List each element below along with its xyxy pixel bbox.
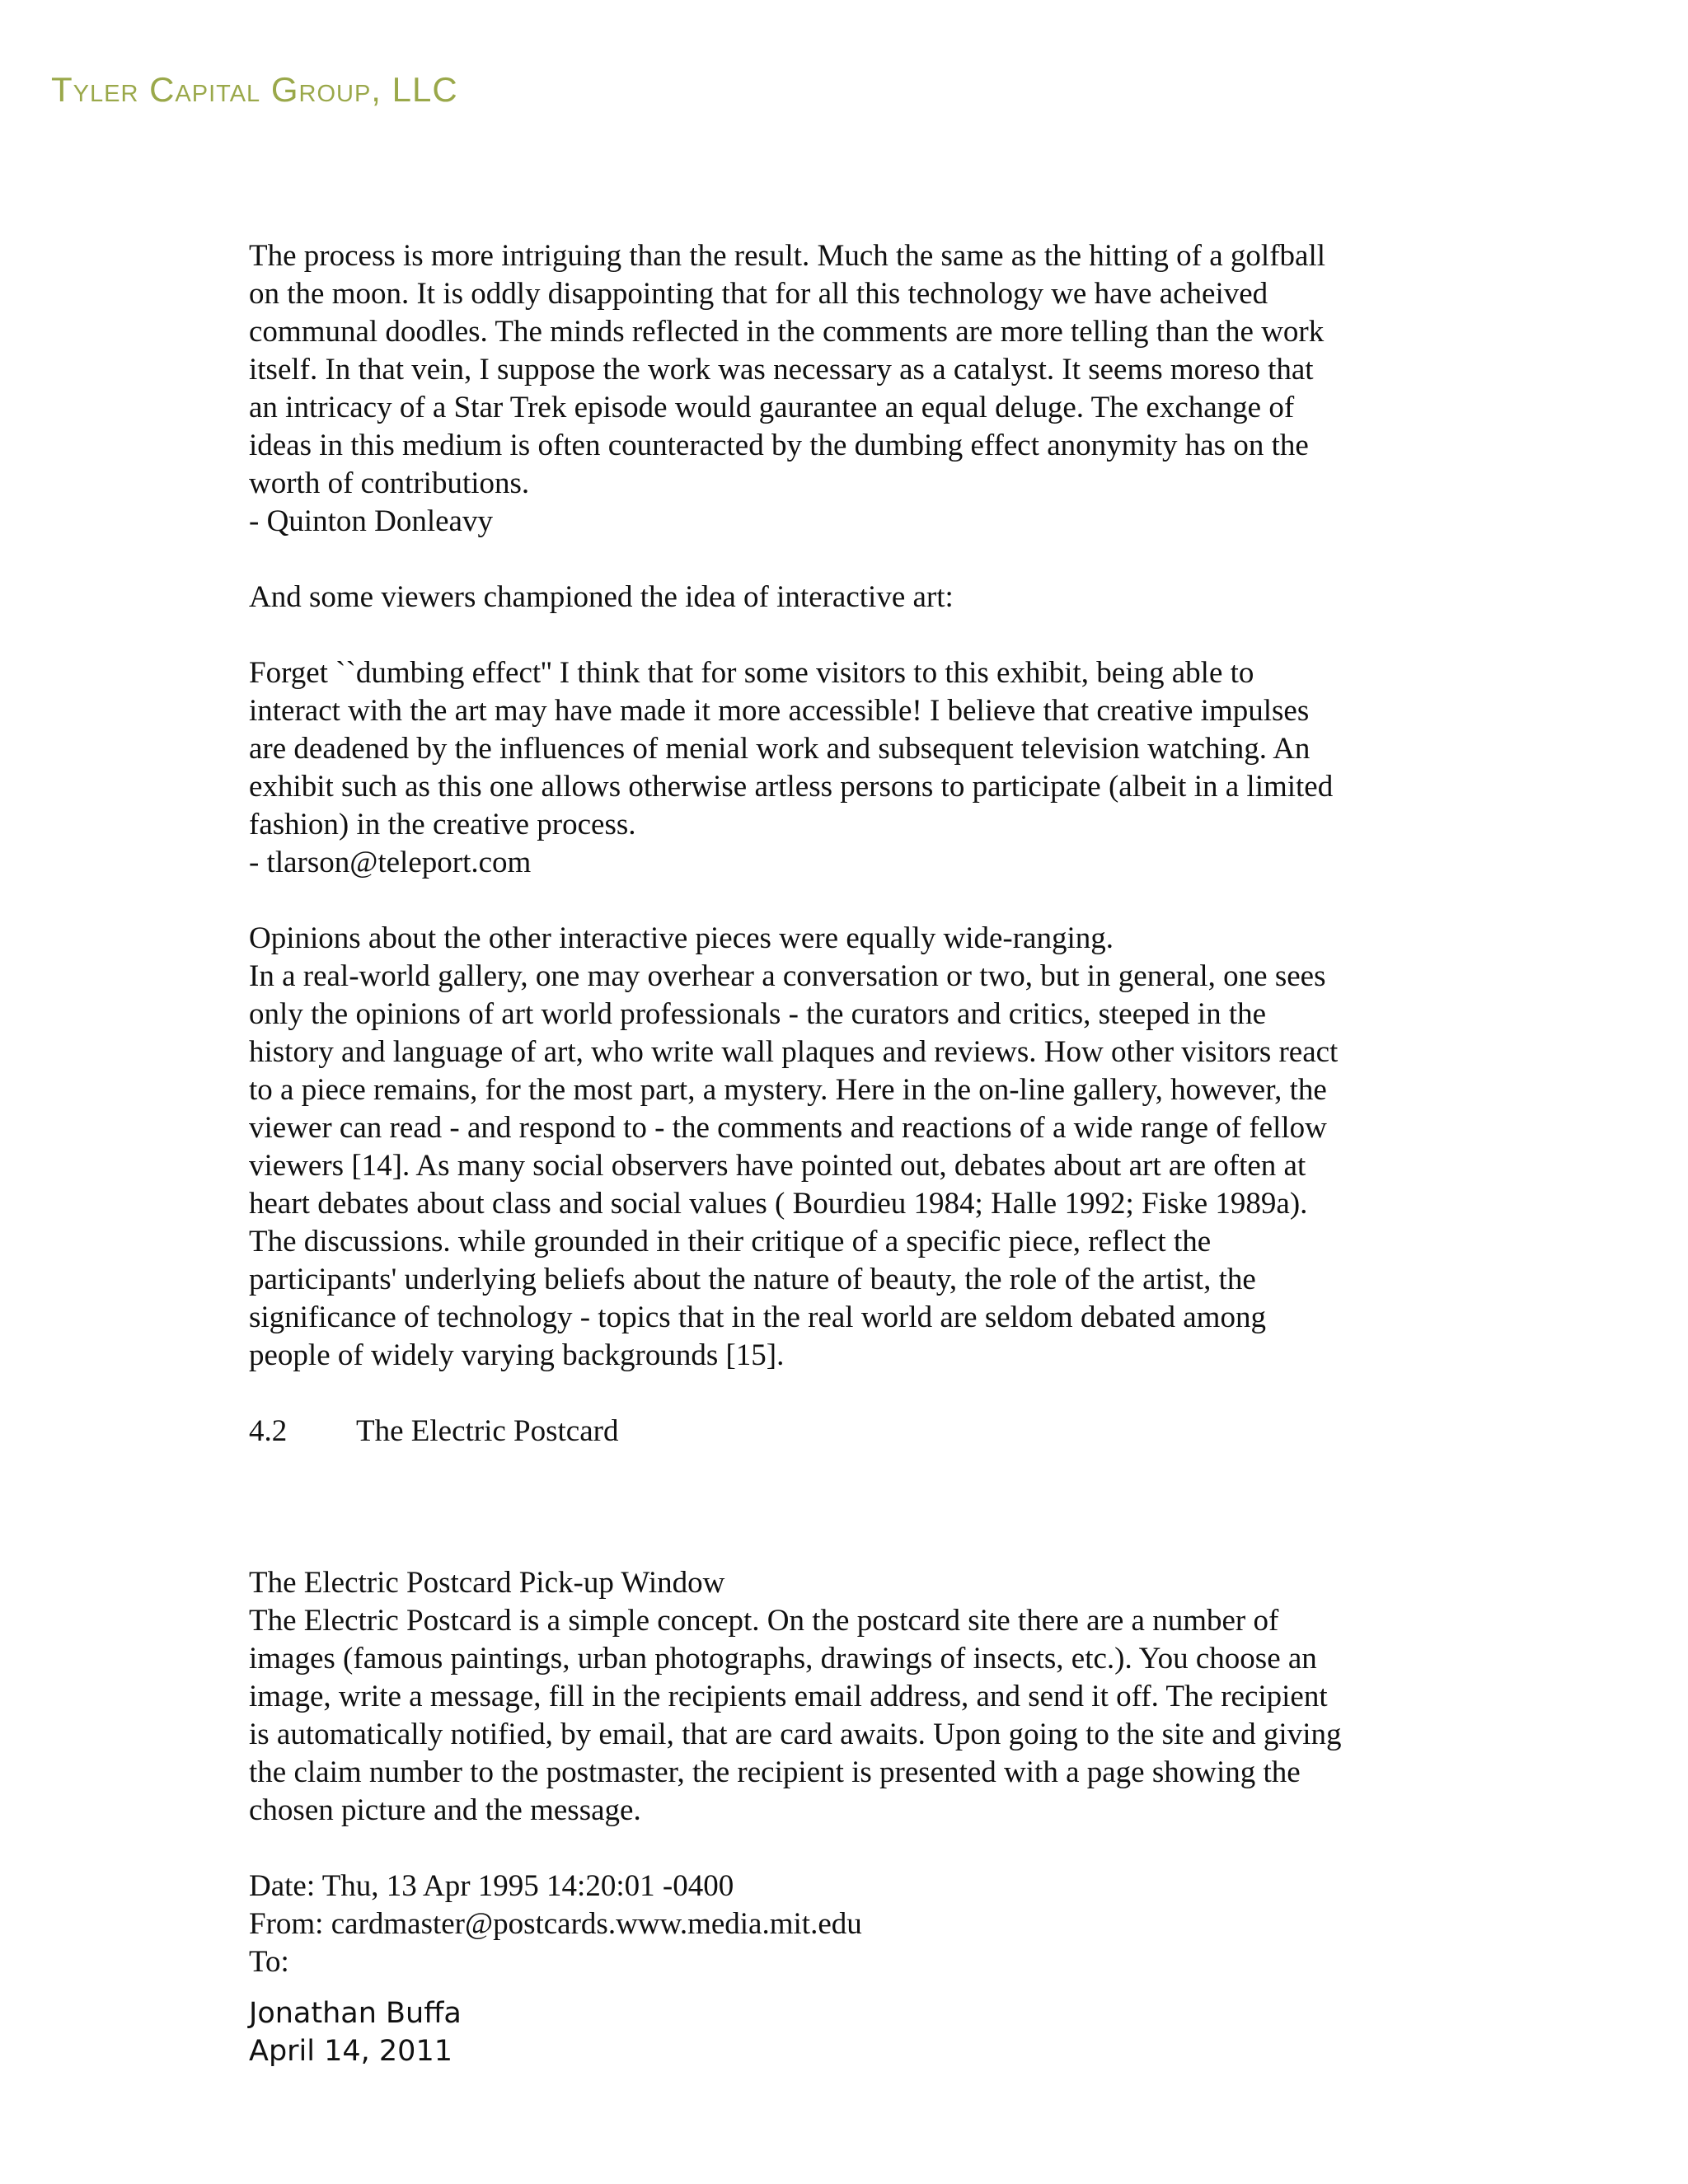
email-to: To:	[249, 1945, 289, 1979]
paragraph-line: history and language of art, who write wall plaques and reviews. How other visitors react	[249, 1035, 1339, 1069]
email-header	[249, 1868, 1469, 1981]
quote-attribution: - tlarson@teleport.com	[249, 846, 532, 879]
quote-line: worth of contributions.	[249, 466, 530, 500]
signature-block	[249, 1994, 462, 2070]
paragraph-line: is automatically notified, by email, that are card awaits. Upon going to the site and giving	[249, 1718, 1342, 1751]
quote-line: on the moon. It is oddly disappointing that for all this technology we have acheived	[249, 277, 1268, 311]
paragraph-line: chosen picture and the message.	[249, 1793, 641, 1827]
paragraph-line: only the opinions of art world professionals - the curators and critics, steeped in the	[249, 997, 1267, 1031]
figure-caption: The Electric Postcard Pick-up Window	[249, 1566, 725, 1600]
quote-line: exhibit such as this one allows otherwise artless persons to participate (albeit in a limited	[249, 770, 1334, 804]
email-date: Date: Thu, 13 Apr 1995 14:20:01 -0400	[249, 1869, 734, 1903]
quote-line: ideas in this medium is often counteracted by the dumbing effect anonymity has on the	[249, 429, 1309, 462]
paragraph-line: viewer can read - and respond to - the comments and reactions of a wide range of fellow	[249, 1111, 1327, 1145]
quote-line: fashion) in the creative process.	[249, 808, 636, 841]
postcard-paragraph	[249, 1564, 1469, 1830]
paragraph-line: viewers [14]. As many social observers have pointed out, debates about art are often at	[249, 1149, 1306, 1183]
quote-donleavy	[249, 237, 1469, 541]
company-letterhead: Tyler Capital Group, LLC	[51, 70, 458, 109]
paragraph-line: heart debates about class and social values ( Bourdieu 1984; Halle 1992; Fiske 1989a).	[249, 1187, 1308, 1221]
quote-line: Forget ``dumbing effect'' I think that for some visitors to this exhibit, being able to	[249, 656, 1254, 690]
paragraph-line: image, write a message, fill in the recipients email address, and send it off. The recipient	[249, 1680, 1328, 1713]
quote-line: communal doodles. The minds reflected in the comments are more telling than the work	[249, 315, 1325, 349]
email-from: From: cardmaster@postcards.www.media.mit.edu	[249, 1907, 862, 1941]
quote-attribution: - Quinton Donleavy	[249, 504, 493, 538]
quote-tlarson	[249, 654, 1469, 882]
quote-line: The process is more intriguing than the result. Much the same as the hitting of a golfball	[249, 239, 1326, 273]
paragraph-line: In a real-world gallery, one may overhear a conversation or two, but in general, one sees	[249, 959, 1326, 993]
paragraph-line: significance of technology - topics that in the real world are seldom debated among	[249, 1301, 1266, 1334]
paragraph-line: to a piece remains, for the most part, a mystery. Here in the on-line gallery, however, the	[249, 1073, 1327, 1107]
paragraph-line: people of widely varying backgrounds [15].	[249, 1338, 785, 1372]
paragraph-line: Opinions about the other interactive pieces were equally wide-ranging.	[249, 921, 1114, 955]
document-body	[249, 237, 1469, 2019]
author-name: Jonathan Buffa	[249, 1997, 462, 2030]
paragraph-line: The discussions. while grounded in their critique of a specific piece, reflect the	[249, 1225, 1212, 1258]
quote-line: an intricacy of a Star Trek episode would gaurantee an equal deluge. The exchange of	[249, 391, 1295, 424]
quote-line: are deadened by the influences of menial work and subsequent television watching. An	[249, 732, 1311, 766]
signature-date: April 14, 2011	[249, 2035, 452, 2068]
section-heading	[249, 1413, 1469, 1451]
quote-line: interact with the art may have made it more accessible! I believe that creative impulses	[249, 694, 1310, 728]
intro-line: And some viewers championed the idea of interactive art:	[249, 580, 954, 614]
quote-line: itself. In that vein, I suppose the work was necessary as a catalyst. It seems moreso that	[249, 353, 1314, 387]
paragraph-line: images (famous paintings, urban photographs, drawings of insects, etc.). You choose an	[249, 1642, 1317, 1675]
paragraph-line: the claim number to the postmaster, the recipient is presented with a page showing the	[249, 1755, 1301, 1789]
paragraph-line: participants' underlying beliefs about the nature of beauty, the role of the artist, the	[249, 1263, 1256, 1296]
section-number: 4.2	[249, 1414, 288, 1448]
discussion-paragraph	[249, 920, 1469, 1375]
section-title: The Electric Postcard	[356, 1414, 619, 1448]
paragraph-line: The Electric Postcard is a simple concept. On the postcard site there are a number of	[249, 1604, 1279, 1638]
intro-paragraph	[249, 579, 1469, 616]
